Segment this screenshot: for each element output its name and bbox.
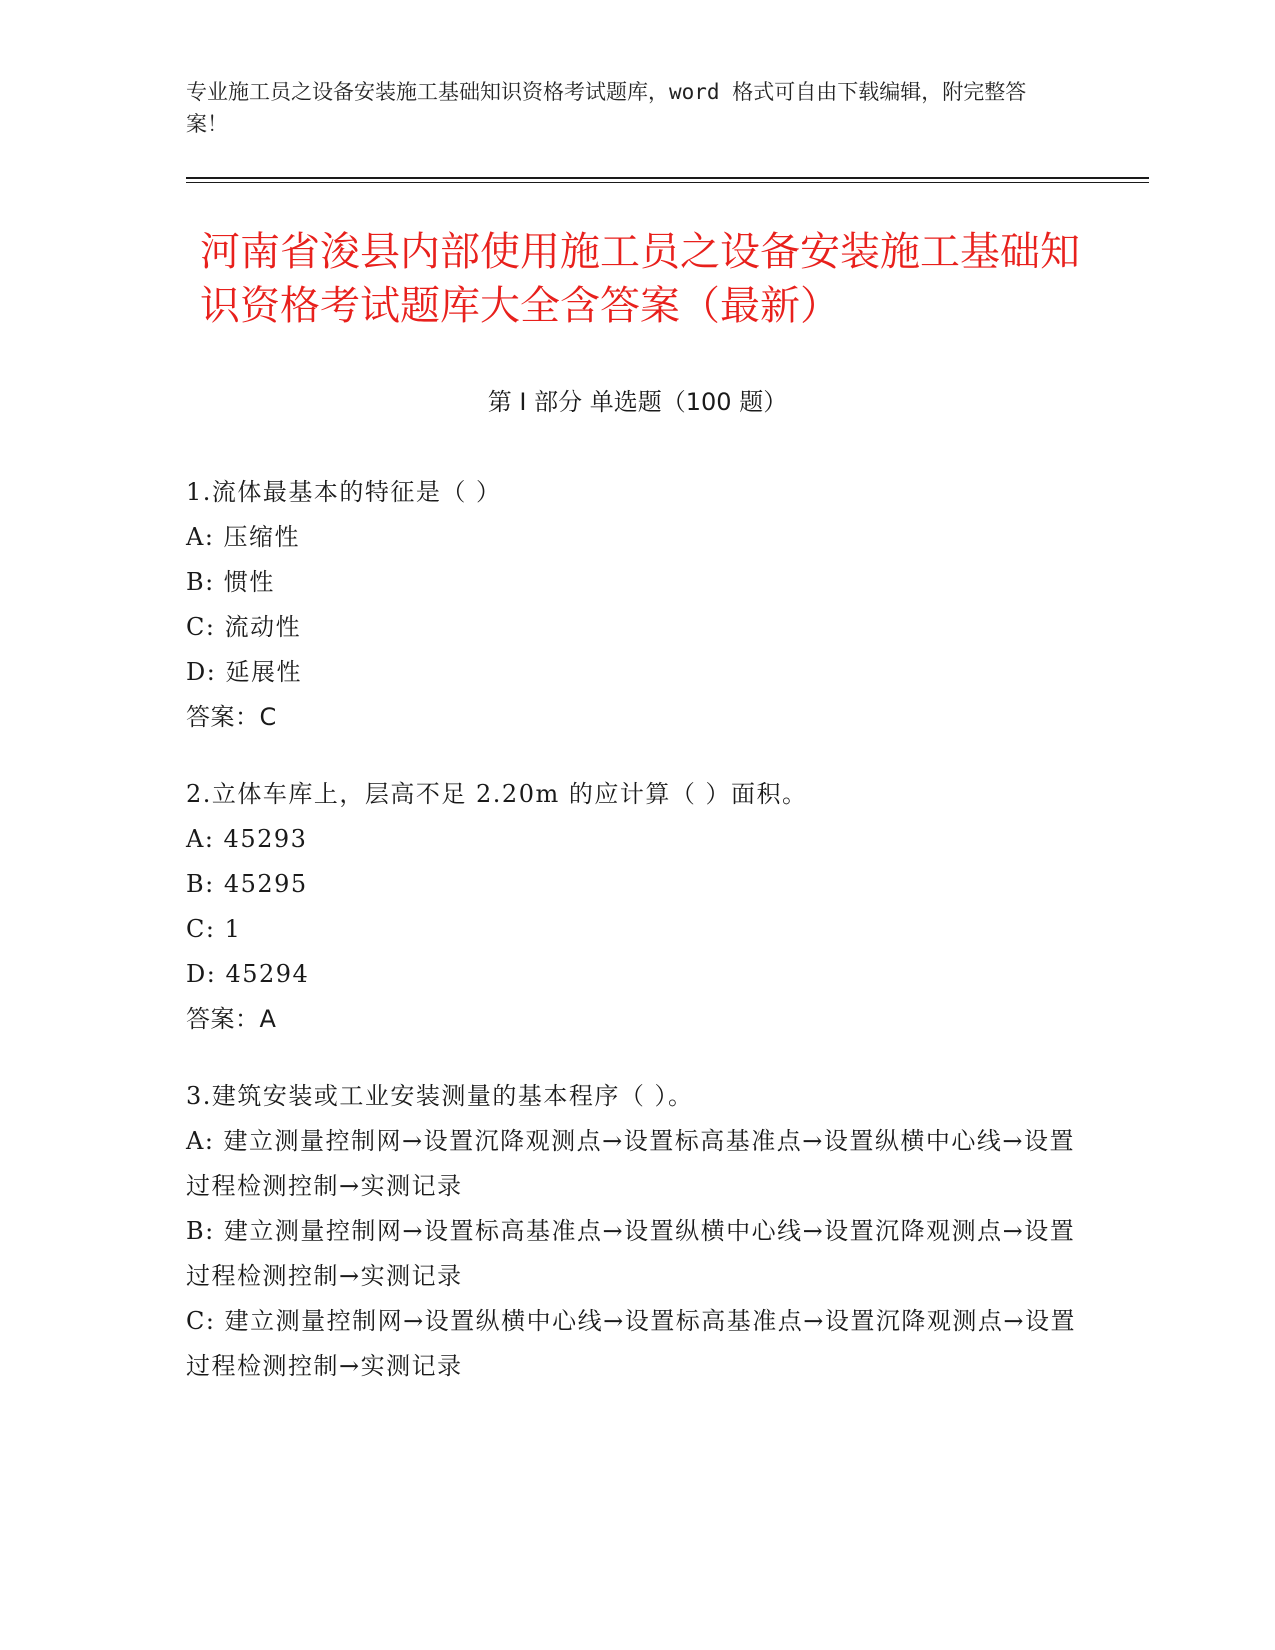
option-a: A: 建立测量控制网→设置沉降观测点→设置标高基准点→设置纵横中心线→设置过程检测控制→实测记录 [186,1127,1075,1200]
question-1 [186,470,1076,740]
question-2 [186,772,1076,1042]
option-c: C: 建立测量控制网→设置纵横中心线→设置标高基准点→设置沉降观测点→设置过程检测控制→实测记录 [186,1307,1077,1380]
header-rule-thick [186,177,1149,179]
header-rule-thin [186,182,1149,183]
option-b: B: 惯性 [186,568,275,596]
question-stem: 2.立体车库上，层高不足 2.20m 的应计算（ ）面积。 [186,780,808,808]
answer: 答案：A [186,1005,277,1033]
question-stem: 3.建筑安装或工业安装测量的基本程序（ ）。 [186,1082,694,1110]
answer: 答案：C [186,703,277,731]
question-3 [186,1074,1076,1389]
question-stem: 1.流体最基本的特征是（ ） [186,478,502,506]
option-d: D: 延展性 [186,658,302,686]
option-b: B: 45295 [186,870,308,898]
section-heading: 第 I 部分 单选题（100 题） [487,388,788,416]
document-title: 河南省浚县内部使用施工员之设备安装施工基础知识资格考试题库大全含答案（最新） [200,229,1080,329]
option-b: B: 建立测量控制网→设置标高基准点→设置纵横中心线→设置沉降观测点→设置过程检测控制→实测记录 [186,1217,1076,1290]
option-c: C: 1 [186,915,242,943]
option-c: C: 流动性 [186,613,302,641]
option-a: A: 压缩性 [186,523,301,551]
option-a: A: 45293 [186,825,308,853]
question-list [186,470,1076,1421]
option-d: D: 45294 [186,960,310,988]
header-note: 专业施工员之设备安装施工基础知识资格考试题库，word 格式可自由下载编辑，附完整答案！ [186,80,1027,136]
